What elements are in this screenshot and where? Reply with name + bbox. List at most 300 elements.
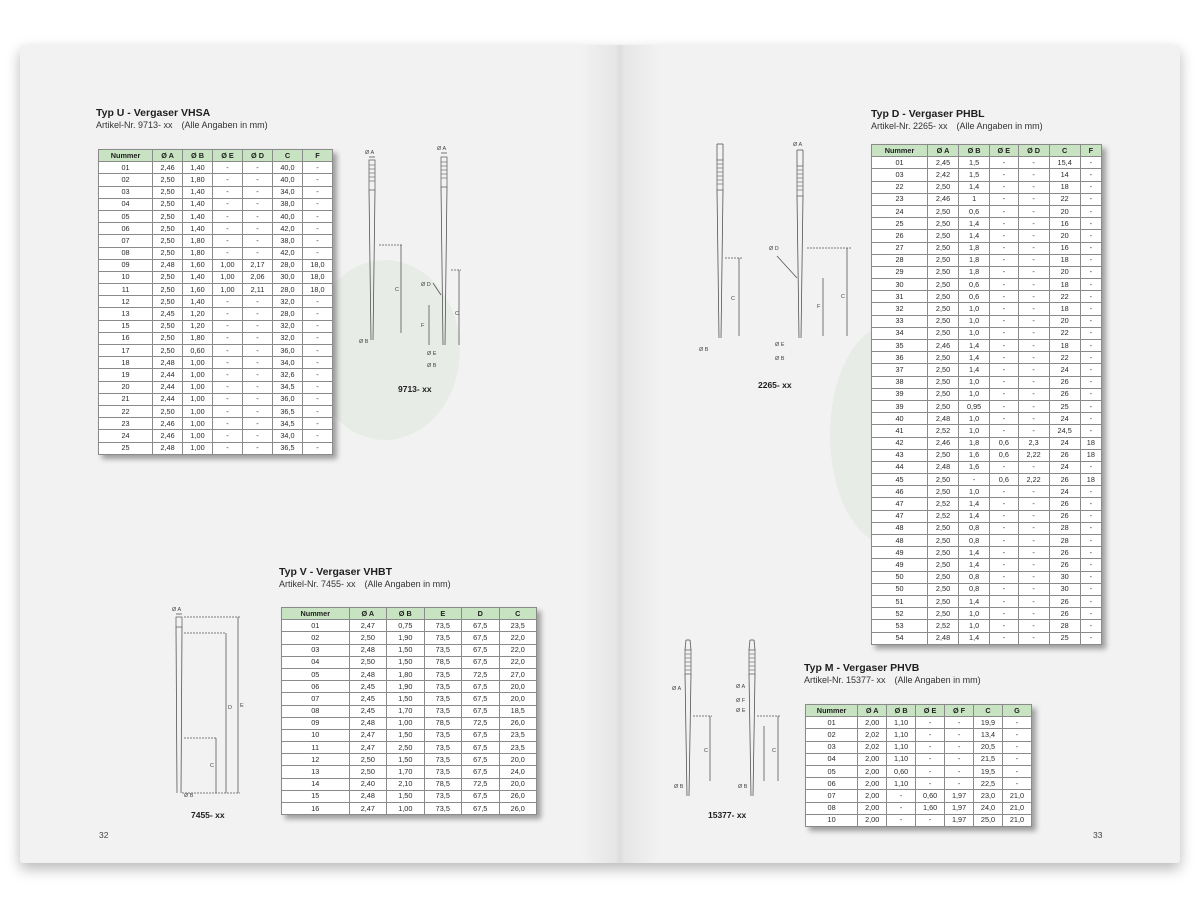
table-cell: - xyxy=(1080,547,1101,559)
table-row xyxy=(806,802,1032,814)
table-cell: 31 xyxy=(872,291,928,303)
table-cell: 1,50 xyxy=(387,644,424,656)
table-cell: 2,50 xyxy=(153,332,183,344)
table-cell: 1,5 xyxy=(959,157,990,169)
table-cell: 2,00 xyxy=(858,717,887,729)
table-row xyxy=(282,681,537,693)
table-cell: 12 xyxy=(99,296,153,308)
table-cell: - xyxy=(302,357,332,369)
table-cell: 42,0 xyxy=(272,247,302,259)
table-cell: - xyxy=(213,308,243,320)
column-header: C xyxy=(499,608,537,620)
table-cell: - xyxy=(887,790,916,802)
table-cell: - xyxy=(1080,230,1101,242)
type-v-table xyxy=(281,607,537,815)
table-cell: - xyxy=(1018,327,1049,339)
table-cell: - xyxy=(990,400,1018,412)
table-cell: 16 xyxy=(1049,218,1080,230)
table-cell: 1,97 xyxy=(945,790,974,802)
column-header: C xyxy=(1049,145,1080,157)
table-cell: 2,50 xyxy=(153,247,183,259)
table-cell: 0,6 xyxy=(959,279,990,291)
table-cell: - xyxy=(1018,632,1049,644)
table-cell: 0,8 xyxy=(959,571,990,583)
table-cell: 25 xyxy=(872,218,928,230)
table-cell: 1,40 xyxy=(183,210,213,222)
table-cell: 24,0 xyxy=(499,766,537,778)
table-cell: 2,52 xyxy=(928,425,959,437)
table-cell: 2,50 xyxy=(153,198,183,210)
table-cell: 20 xyxy=(1049,266,1080,278)
table-row xyxy=(99,259,333,271)
table-cell: 1,0 xyxy=(959,425,990,437)
table-cell: 22 xyxy=(1049,352,1080,364)
table-cell: 1,0 xyxy=(959,413,990,425)
table-cell: 1,4 xyxy=(959,559,990,571)
table-cell: 23 xyxy=(99,418,153,430)
table-cell: 73,5 xyxy=(424,729,461,741)
table-row xyxy=(806,778,1032,790)
table-cell: 26,0 xyxy=(499,803,537,815)
table-cell: 18 xyxy=(1080,437,1101,449)
table-cell: - xyxy=(243,235,273,247)
table-cell: 1,70 xyxy=(387,705,424,717)
table-row xyxy=(872,608,1102,620)
table-cell: 16 xyxy=(282,803,350,815)
table-cell: - xyxy=(302,405,332,417)
table-cell: 01 xyxy=(99,162,153,174)
table-cell: 34,5 xyxy=(272,381,302,393)
table-cell: 07 xyxy=(806,790,858,802)
table-cell: - xyxy=(213,223,243,235)
type-u-heading xyxy=(96,107,268,131)
table-row xyxy=(872,181,1102,193)
table-row xyxy=(99,418,333,430)
table-cell: - xyxy=(302,369,332,381)
type-d-label-f: F xyxy=(817,304,821,310)
table-cell: - xyxy=(213,296,243,308)
table-cell: - xyxy=(302,186,332,198)
table-cell: - xyxy=(990,486,1018,498)
table-cell: 03 xyxy=(872,169,928,181)
table-row xyxy=(99,320,333,332)
table-cell: 49 xyxy=(872,547,928,559)
table-cell: 18,0 xyxy=(302,271,332,283)
table-cell: 15 xyxy=(99,320,153,332)
table-cell: 2,10 xyxy=(387,778,424,790)
table-row xyxy=(282,742,537,754)
table-cell: - xyxy=(1002,765,1031,777)
table-row xyxy=(806,753,1032,765)
type-d-heading xyxy=(871,108,1043,132)
table-row xyxy=(99,369,333,381)
table-row xyxy=(806,729,1032,741)
table-row xyxy=(806,741,1032,753)
table-cell: - xyxy=(1080,595,1101,607)
table-cell: 1,80 xyxy=(183,235,213,247)
table-cell: 0,6 xyxy=(990,449,1018,461)
table-cell: 11 xyxy=(282,742,350,754)
table-cell: - xyxy=(1080,583,1101,595)
table-row xyxy=(282,766,537,778)
type-d-label-a: Ø A xyxy=(793,142,803,148)
table-cell: 18 xyxy=(99,357,153,369)
table-cell: - xyxy=(990,205,1018,217)
table-cell: 1,00 xyxy=(183,357,213,369)
table-cell: 09 xyxy=(282,717,350,729)
table-cell: - xyxy=(1018,400,1049,412)
table-cell: - xyxy=(990,535,1018,547)
type-v-note: (Alle Angaben in mm) xyxy=(364,579,451,590)
table-row xyxy=(99,235,333,247)
table-cell: 72,5 xyxy=(462,668,499,680)
column-header: Ø E xyxy=(213,150,243,162)
table-cell: 20 xyxy=(99,381,153,393)
table-row xyxy=(99,186,333,198)
table-cell: 2,45 xyxy=(349,681,386,693)
table-cell: 22 xyxy=(1049,193,1080,205)
table-cell: 32,0 xyxy=(272,296,302,308)
table-cell: - xyxy=(1080,364,1101,376)
table-cell: 1,10 xyxy=(887,778,916,790)
table-cell: 36,0 xyxy=(272,393,302,405)
table-cell: - xyxy=(302,162,332,174)
table-cell: - xyxy=(1018,169,1049,181)
table-row xyxy=(872,193,1102,205)
table-cell: 73,5 xyxy=(424,754,461,766)
table-cell: 26,0 xyxy=(499,717,537,729)
table-row xyxy=(282,729,537,741)
table-cell: 1,00 xyxy=(387,717,424,729)
table-cell: - xyxy=(213,369,243,381)
table-cell: 06 xyxy=(99,223,153,235)
table-cell: - xyxy=(990,303,1018,315)
table-cell: 23,5 xyxy=(499,742,537,754)
table-cell: - xyxy=(213,357,243,369)
table-cell: 23,5 xyxy=(499,729,537,741)
table-cell: - xyxy=(1080,303,1101,315)
table-row xyxy=(872,486,1102,498)
table-cell: 18 xyxy=(1049,303,1080,315)
table-cell: - xyxy=(1080,461,1101,473)
table-cell: 13,4 xyxy=(974,729,1003,741)
table-cell: 18 xyxy=(1049,340,1080,352)
table-cell: 18,5 xyxy=(499,705,537,717)
table-cell: 2,22 xyxy=(1018,449,1049,461)
type-v-article: Artikel-Nr. 7455- xx xyxy=(279,579,356,590)
table-cell: 42,0 xyxy=(272,223,302,235)
table-cell: 25 xyxy=(1049,400,1080,412)
column-header: Ø E xyxy=(990,145,1018,157)
type-d-caption: 2265- xx xyxy=(758,380,792,390)
table-cell: 2,50 xyxy=(153,345,183,357)
table-cell: 2,00 xyxy=(858,753,887,765)
table-cell: 2,50 xyxy=(928,535,959,547)
table-cell: - xyxy=(213,210,243,222)
table-row xyxy=(99,332,333,344)
table-row xyxy=(806,814,1032,826)
column-header: Ø B xyxy=(959,145,990,157)
table-cell: - xyxy=(243,174,273,186)
type-m-article: Artikel-Nr. 15377- xx xyxy=(804,675,886,686)
table-cell: 1,90 xyxy=(387,681,424,693)
column-header: Nummer xyxy=(872,145,928,157)
table-row xyxy=(872,413,1102,425)
table-cell: 54 xyxy=(872,632,928,644)
table-cell: 73,5 xyxy=(424,693,461,705)
table-row xyxy=(872,230,1102,242)
table-row xyxy=(99,296,333,308)
table-cell: - xyxy=(990,230,1018,242)
table-cell: 1,10 xyxy=(887,717,916,729)
page-number-right: 33 xyxy=(1093,830,1103,840)
table-cell: 1,10 xyxy=(887,753,916,765)
table-row xyxy=(282,644,537,656)
column-header: Ø A xyxy=(349,608,386,620)
column-header: E xyxy=(424,608,461,620)
table-row xyxy=(872,547,1102,559)
table-cell: 18,0 xyxy=(302,259,332,271)
table-cell: 2,48 xyxy=(153,442,183,454)
table-cell: 73,5 xyxy=(424,620,461,632)
table-cell: 1,4 xyxy=(959,181,990,193)
table-cell: 0,8 xyxy=(959,522,990,534)
type-d-table xyxy=(871,144,1102,645)
table-cell: 18 xyxy=(1080,474,1101,486)
table-cell: 2,50 xyxy=(928,205,959,217)
table-cell: 28,0 xyxy=(272,308,302,320)
table-cell: - xyxy=(990,266,1018,278)
table-cell: - xyxy=(916,778,945,790)
table-row xyxy=(872,169,1102,181)
table-row xyxy=(872,449,1102,461)
table-cell: 04 xyxy=(99,198,153,210)
table-cell: 2,50 xyxy=(928,559,959,571)
table-cell: - xyxy=(1018,254,1049,266)
table-cell: 14 xyxy=(282,778,350,790)
table-cell: 67,5 xyxy=(462,754,499,766)
table-cell: - xyxy=(1018,340,1049,352)
table-row xyxy=(872,595,1102,607)
table-cell: 2,50 xyxy=(928,571,959,583)
type-u-table xyxy=(98,149,333,455)
table-cell: 1,40 xyxy=(183,271,213,283)
table-row xyxy=(872,291,1102,303)
table-cell: 21,0 xyxy=(1002,790,1031,802)
table-cell: 2,52 xyxy=(928,498,959,510)
table-cell: - xyxy=(243,247,273,259)
table-row xyxy=(99,345,333,357)
table-cell: - xyxy=(243,332,273,344)
table-cell: 2,50 xyxy=(153,223,183,235)
table-cell: - xyxy=(916,765,945,777)
table-row xyxy=(806,765,1032,777)
table-cell: - xyxy=(1002,741,1031,753)
type-v-label-e: E xyxy=(240,703,244,709)
table-cell: - xyxy=(990,413,1018,425)
table-cell: - xyxy=(302,223,332,235)
table-cell: 1,70 xyxy=(387,766,424,778)
table-cell: 67,5 xyxy=(462,656,499,668)
table-cell: - xyxy=(1080,510,1101,522)
table-cell: - xyxy=(1018,218,1049,230)
table-cell: 2,50 xyxy=(349,632,386,644)
table-cell: 34,5 xyxy=(272,418,302,430)
table-cell: 73,5 xyxy=(424,705,461,717)
table-cell: - xyxy=(302,247,332,259)
table-cell: 05 xyxy=(99,210,153,222)
table-cell: 21,5 xyxy=(974,753,1003,765)
table-cell: 22,5 xyxy=(974,778,1003,790)
table-row xyxy=(282,705,537,717)
table-cell: 67,5 xyxy=(462,742,499,754)
table-cell: 26 xyxy=(1049,449,1080,461)
table-cell: 1,00 xyxy=(183,381,213,393)
table-cell: 1,00 xyxy=(213,271,243,283)
table-cell: 15,4 xyxy=(1049,157,1080,169)
column-header: Ø B xyxy=(387,608,424,620)
table-row xyxy=(872,425,1102,437)
table-cell: 2,52 xyxy=(928,620,959,632)
table-cell: - xyxy=(302,320,332,332)
table-cell: - xyxy=(990,522,1018,534)
table-cell: 2,48 xyxy=(349,644,386,656)
table-cell: 02 xyxy=(806,729,858,741)
table-row xyxy=(872,242,1102,254)
table-row xyxy=(99,393,333,405)
table-cell: - xyxy=(1018,291,1049,303)
table-cell: 1,4 xyxy=(959,218,990,230)
table-cell: - xyxy=(1080,535,1101,547)
table-cell: - xyxy=(213,198,243,210)
table-cell: - xyxy=(990,352,1018,364)
table-cell: - xyxy=(1018,364,1049,376)
table-cell: - xyxy=(302,442,332,454)
type-m-label-a1: Ø A xyxy=(672,686,682,692)
table-cell: 32,0 xyxy=(272,332,302,344)
table-cell: 24 xyxy=(1049,413,1080,425)
table-cell: 1,0 xyxy=(959,608,990,620)
table-cell: 73,5 xyxy=(424,681,461,693)
table-cell: 1,0 xyxy=(959,376,990,388)
table-cell: 22,0 xyxy=(499,644,537,656)
table-cell: 1,60 xyxy=(183,284,213,296)
table-cell: 2,50 xyxy=(153,296,183,308)
table-cell: 2,00 xyxy=(858,814,887,826)
table-cell: 1,40 xyxy=(183,162,213,174)
table-cell: 2,50 xyxy=(928,352,959,364)
table-cell: 2,50 xyxy=(153,210,183,222)
table-cell: 2,44 xyxy=(153,369,183,381)
table-cell: - xyxy=(959,474,990,486)
table-cell: 1,0 xyxy=(959,620,990,632)
table-cell: 67,5 xyxy=(462,790,499,802)
table-cell: 24,0 xyxy=(974,802,1003,814)
table-row xyxy=(872,510,1102,522)
table-cell: - xyxy=(213,162,243,174)
table-cell: 26 xyxy=(1049,595,1080,607)
table-cell: 21,0 xyxy=(1002,814,1031,826)
column-header: Ø B xyxy=(887,705,916,717)
table-cell: 1,00 xyxy=(183,442,213,454)
table-cell: 1 xyxy=(959,193,990,205)
table-cell: 18 xyxy=(1049,279,1080,291)
table-cell: 1,60 xyxy=(916,802,945,814)
table-cell: - xyxy=(302,174,332,186)
table-cell: 1,80 xyxy=(183,332,213,344)
table-cell: 2,02 xyxy=(858,729,887,741)
table-row xyxy=(872,205,1102,217)
table-cell: 23,5 xyxy=(499,620,537,632)
table-cell: 1,8 xyxy=(959,266,990,278)
table-header-row xyxy=(806,705,1032,717)
table-cell: 2,50 xyxy=(153,271,183,283)
table-cell: - xyxy=(990,620,1018,632)
table-cell: 38,0 xyxy=(272,235,302,247)
table-cell: - xyxy=(1002,729,1031,741)
table-cell: 20 xyxy=(1049,230,1080,242)
table-cell: 52 xyxy=(872,608,928,620)
table-cell: 06 xyxy=(806,778,858,790)
table-cell: 26 xyxy=(1049,608,1080,620)
type-v-label-c: C xyxy=(210,763,214,769)
table-cell: 36,5 xyxy=(272,442,302,454)
table-cell: 05 xyxy=(806,765,858,777)
table-cell: 2,50 xyxy=(928,608,959,620)
table-cell: - xyxy=(1018,571,1049,583)
table-cell: 2,50 xyxy=(928,254,959,266)
table-cell: 26 xyxy=(1049,474,1080,486)
type-d-title: Typ D - Vergaser PHBL xyxy=(871,108,985,120)
table-cell: - xyxy=(990,425,1018,437)
table-cell: - xyxy=(302,381,332,393)
table-cell: - xyxy=(990,595,1018,607)
type-u-label-c2: C xyxy=(455,311,459,317)
table-cell: 1,00 xyxy=(183,418,213,430)
table-cell: 26 xyxy=(1049,388,1080,400)
type-u-drawing xyxy=(355,145,470,380)
table-cell: 13 xyxy=(282,766,350,778)
table-cell: 28 xyxy=(1049,535,1080,547)
table-cell: 1,8 xyxy=(959,254,990,266)
table-row xyxy=(99,210,333,222)
table-row xyxy=(872,340,1102,352)
table-cell: - xyxy=(990,498,1018,510)
table-cell: 36 xyxy=(872,352,928,364)
column-header: Ø E xyxy=(916,705,945,717)
table-cell: 30 xyxy=(872,279,928,291)
table-cell: 22 xyxy=(99,405,153,417)
type-u-label-a2: Ø A xyxy=(437,146,447,152)
table-row xyxy=(282,693,537,705)
column-header: Nummer xyxy=(99,150,153,162)
table-cell: - xyxy=(990,315,1018,327)
table-cell: - xyxy=(213,430,243,442)
type-m-label-b1: Ø B xyxy=(674,784,684,790)
table-cell: - xyxy=(243,223,273,235)
table-cell: - xyxy=(243,308,273,320)
table-cell: 2,50 xyxy=(153,320,183,332)
type-d-label-b1: Ø B xyxy=(699,347,709,353)
table-row xyxy=(99,284,333,296)
table-cell: 2,46 xyxy=(153,430,183,442)
table-cell: 2,50 xyxy=(387,742,424,754)
table-cell: - xyxy=(1002,778,1031,790)
table-cell: 22 xyxy=(1049,327,1080,339)
table-cell: 18 xyxy=(1049,254,1080,266)
table-cell: - xyxy=(1018,352,1049,364)
table-cell: - xyxy=(1018,205,1049,217)
